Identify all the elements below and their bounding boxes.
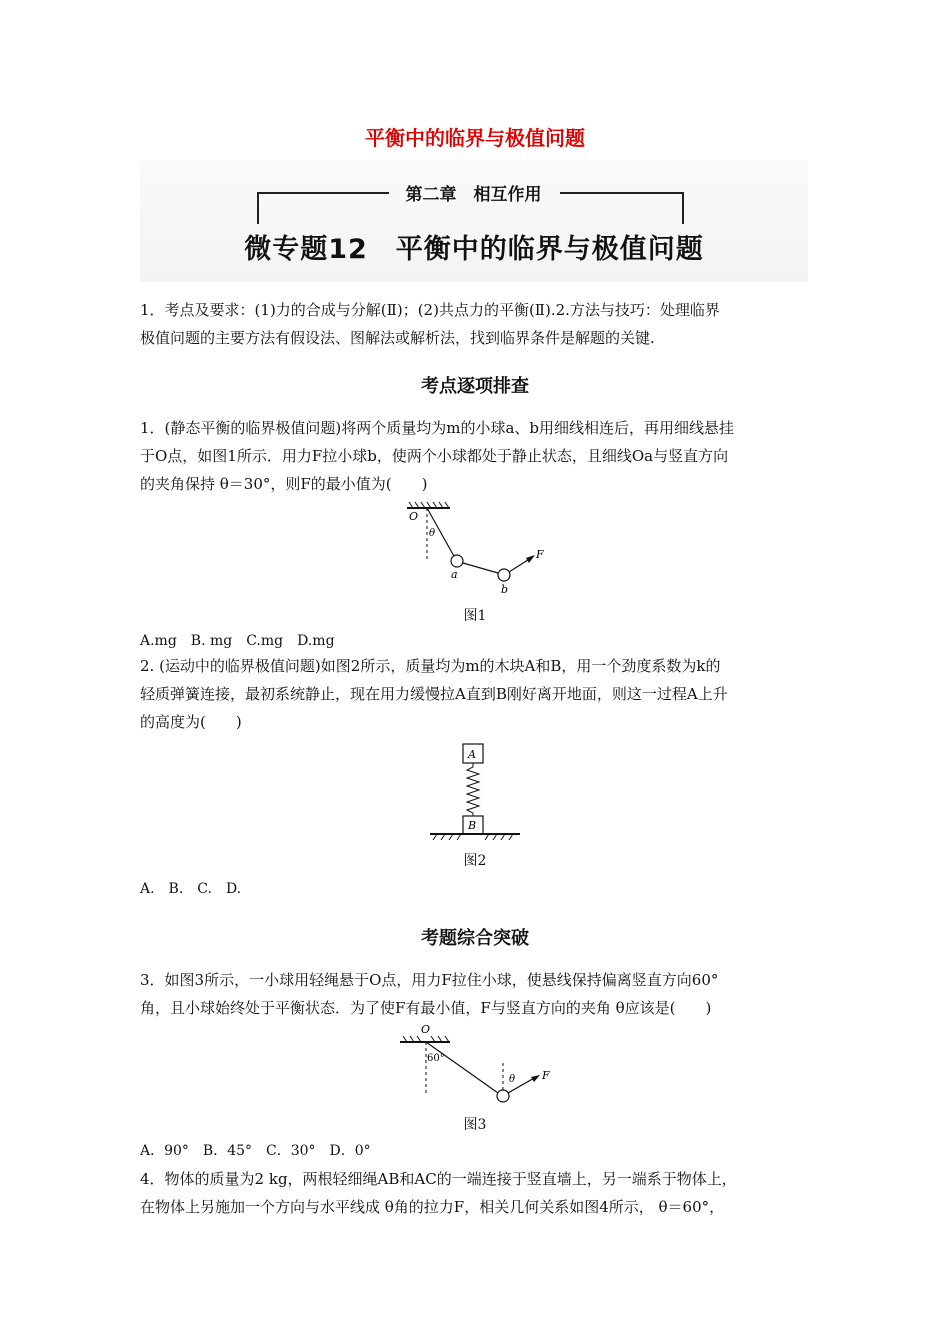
- fig3-label-f: F: [542, 1069, 550, 1082]
- q3-options: A．90° B．45° C．30° D．0°: [140, 1143, 371, 1159]
- fig2-spring: [467, 763, 479, 816]
- fig3-ball: [497, 1090, 509, 1102]
- question-3: [140, 966, 812, 1022]
- section-heading-2: 考题综合突破: [421, 928, 529, 949]
- q1-line-3: 的夹角保持 θ＝30°，则F的最小值为( ): [140, 475, 428, 493]
- fig1-ball-b: [498, 569, 510, 581]
- figure-3: [395, 1022, 565, 1107]
- fig3-label-angle: 60°: [427, 1053, 445, 1064]
- question-4: [140, 1165, 812, 1221]
- figure-3-caption: 图3: [463, 1117, 487, 1133]
- question-1: [140, 414, 812, 498]
- fig1-label-f: F: [536, 548, 544, 561]
- fig1-string-ab: [463, 563, 498, 573]
- q2-line-1: 2. (运动中的临界极值问题)如图2所示，质量均为m的木块A和B，用一个劲度系数为k的: [140, 657, 721, 675]
- q3-line-2: 角，且小球始终处于平衡状态．为了使F有最小值，F与竖直方向的夹角 θ应该是( ): [140, 999, 712, 1017]
- q2-line-2: 轻质弹簧连接，最初系统静止，现在用力缓慢拉A直到B刚好离开地面，则这一过程A上升: [140, 685, 728, 703]
- q4-line-1: 4．物体的质量为2 kg，两根轻细绳AB和AC的一端连接于竖直墙上，另一端系于物体上，: [140, 1170, 737, 1188]
- banner-bracket-left: [257, 192, 389, 224]
- fig1-arrow-head: [526, 555, 535, 563]
- question-2: [140, 652, 812, 736]
- fig1-label-o: O: [409, 510, 419, 523]
- figure-2: [425, 740, 525, 840]
- chapter-banner: [140, 160, 808, 282]
- fig1-label-theta: θ: [429, 528, 436, 539]
- q2-options: A. B. C. D.: [140, 881, 242, 897]
- figure-1-caption: 图1: [463, 608, 487, 624]
- fig3-rope: [426, 1042, 498, 1093]
- fig1-label-a: a: [451, 568, 458, 581]
- banner-bracket-right: [560, 192, 684, 224]
- q1-line-2: 于O点，如图1所示．用力F拉小球b，使两个小球都处于静止状态，且细线Oa与竖直方向: [140, 447, 729, 465]
- q2-line-3: 的高度为( ): [140, 713, 242, 731]
- fig2-label-a: A: [468, 748, 476, 761]
- fig1-label-b: b: [501, 583, 509, 596]
- intro-paragraph: [140, 296, 812, 352]
- fig3-arrow-head: [531, 1075, 540, 1082]
- q3-line-1: 3．如图3所示，一小球用轻绳悬于O点，用力F拉住小球，使悬线保持偏离竖直方向60°: [140, 971, 719, 989]
- topic-title: 微专题12 平衡中的临界与极值问题: [244, 234, 704, 265]
- fig3-label-o: O: [421, 1023, 431, 1036]
- intro-line-2: 极值问题的主要方法有假设法、图解法或解析法，找到临界条件是解题的关键.: [140, 329, 655, 347]
- page-title: 平衡中的临界与极值问题: [365, 126, 585, 150]
- fig2-label-b: B: [468, 819, 477, 832]
- figure-2-caption: 图2: [463, 853, 487, 869]
- q4-line-2: 在物体上另施加一个方向与水平线成 θ角的拉力F，相关几何关系如图4所示， θ＝60°，: [140, 1198, 725, 1216]
- q1-options: A.mg B. mg C.mg D.mg: [140, 633, 335, 649]
- section-heading-1: 考点逐项排查: [421, 376, 529, 397]
- q1-line-1: 1．(静态平衡的临界极值问题)将两个质量均为m的小球a、b用细线相连后，再用细线悬挂: [140, 419, 735, 437]
- fig3-label-theta: θ: [509, 1074, 516, 1085]
- fig1-ball-a: [451, 555, 463, 567]
- intro-line-1: 1．考点及要求：(1)力的合成与分解(Ⅱ)；(2)共点力的平衡(Ⅱ).2.方法与技巧：处理临界: [140, 301, 720, 319]
- figure-1: [395, 500, 565, 600]
- chapter-label: 第二章 相互作用: [405, 185, 542, 205]
